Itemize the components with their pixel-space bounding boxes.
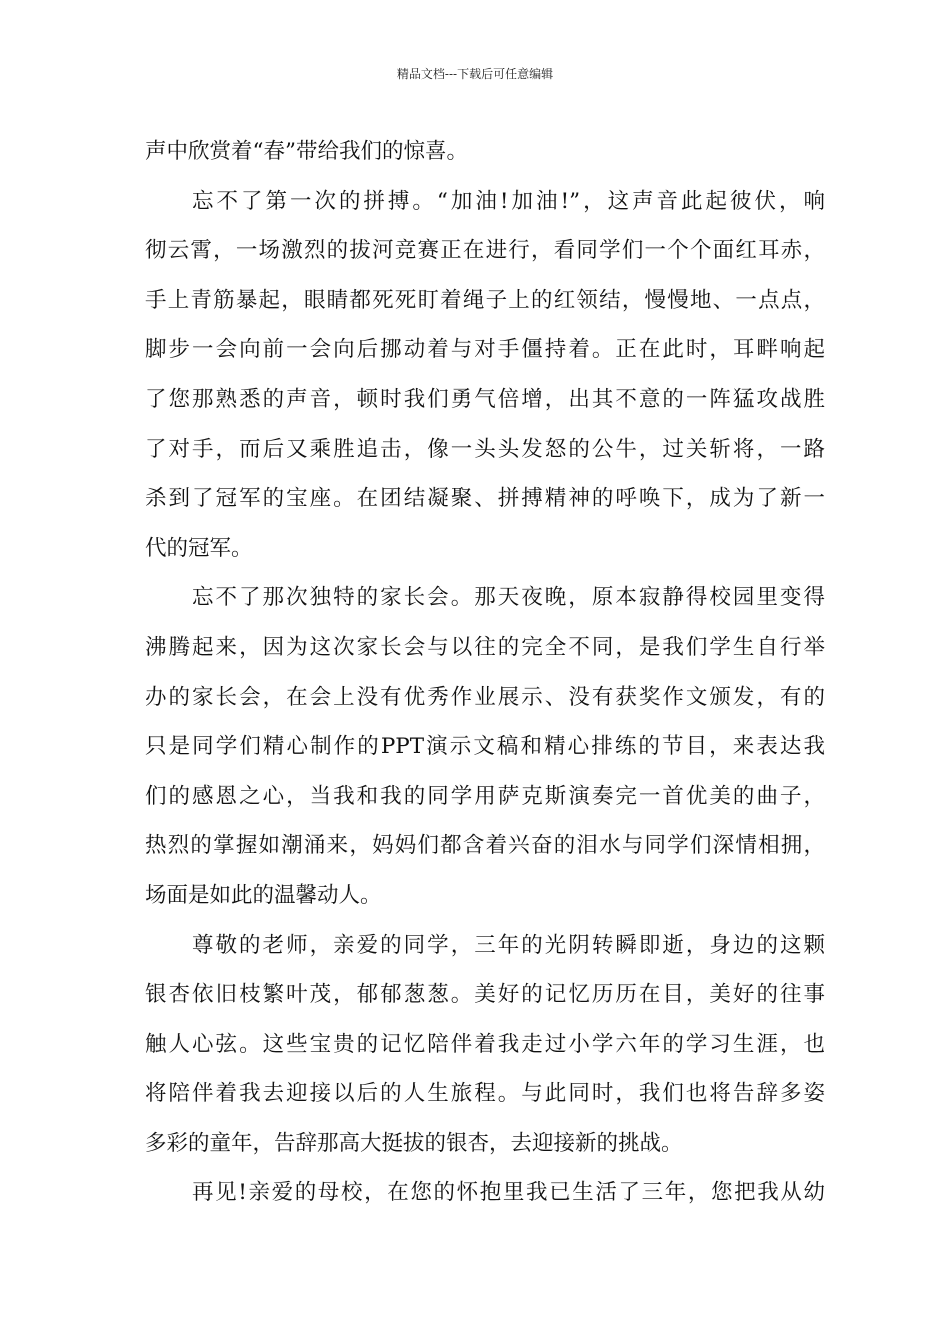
text-line: 们的感恩之心，当我和我的同学用萨克斯演奏完一首优美的曲子， (145, 783, 825, 809)
document-body (145, 127, 825, 1218)
text-line: 声中欣赏着“春”带给我们的惊喜。 (145, 139, 468, 164)
text-line: 手上青筋暴起，眼睛都死死盯着绳子上的红领结，慢慢地、一点点， (145, 287, 825, 313)
text-line: 忘不了第一次的拼搏。“加油!加油!”，这声音此起彼伏，响 (192, 188, 825, 214)
text-line: 触人心弦。这些宝贵的记忆陪伴着我走过小学六年的学习生涯，也 (145, 1031, 825, 1057)
text-line: 了您那熟悉的声音，顿时我们勇气倍增，出其不意的一阵猛攻战胜 (145, 386, 825, 412)
text-line: 多彩的童年，告辞那高大挺拔的银杏，去迎接新的挑战。 (145, 1130, 683, 1156)
text-line: 沸腾起来，因为这次家长会与以往的完全不同，是我们学生自行举 (145, 634, 825, 660)
text-line: 将陪伴着我去迎接以后的人生旅程。与此同时，我们也将告辞多姿 (145, 1081, 825, 1107)
text-line: 脚步一会向前一会向后挪动着与对手僵持着。正在此时，耳畔响起 (145, 337, 825, 363)
page-header: 精品文档---下载后可任意编辑 (396, 67, 554, 81)
paragraph (145, 573, 825, 920)
text-line: 尊敬的老师，亲爱的同学，三年的光阴转瞬即逝，身边的这颗 (192, 932, 825, 958)
text-line: 杀到了冠军的宝座。在团结凝聚、拼搏精神的呼唤下，成为了新一 (145, 486, 825, 512)
paragraph (145, 921, 825, 1169)
text-line: 代的冠军。 (145, 535, 253, 561)
text-line: 了对手，而后又乘胜追击，像一头头发怒的公牛，过关斩将，一路 (145, 436, 825, 462)
text-line: 场面是如此的温馨动人。 (145, 882, 382, 908)
text-line: 热烈的掌握如潮涌来，妈妈们都含着兴奋的泪水与同学们深情相拥， (145, 833, 825, 859)
paragraph (145, 127, 825, 177)
text-line: 忘不了那次独特的家长会。那天夜晚，原本寂静得校园里变得 (192, 585, 825, 611)
text-line: 只是同学们精心制作的PPT演示文稿和精心排练的节目，来表达我 (145, 734, 825, 760)
paragraph (145, 1168, 825, 1218)
text-line: 彻云霄，一场激烈的拔河竞赛正在进行，看同学们一个个面红耳赤， (145, 238, 825, 264)
text-line: 办的家长会，在会上没有优秀作业展示、没有获奖作文颁发，有的 (145, 684, 825, 710)
paragraph (145, 177, 825, 574)
text-line: 再见!亲爱的母校，在您的怀抱里我已生活了三年，您把我从幼 (192, 1180, 825, 1206)
text-line: 银杏依旧枝繁叶茂，郁郁葱葱。美好的记忆历历在目，美好的往事 (145, 982, 825, 1008)
